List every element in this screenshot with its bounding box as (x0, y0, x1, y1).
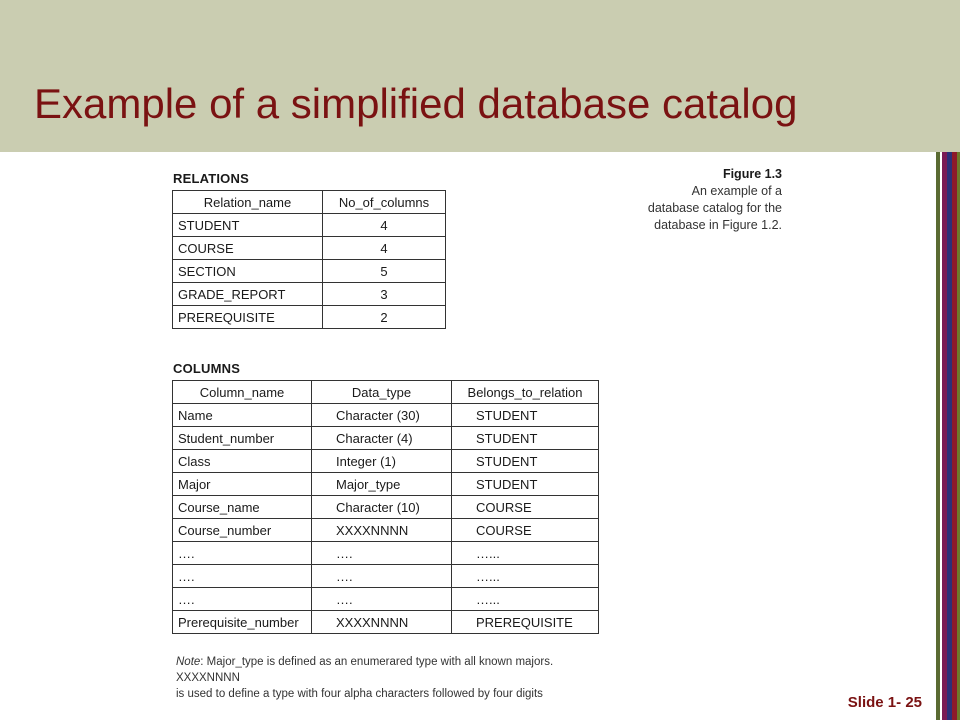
table-row (173, 519, 599, 542)
data-type-cell: …. (312, 565, 452, 588)
column-name-cell: Major (173, 473, 312, 496)
data-type-cell: Character (30) (312, 404, 452, 427)
column-name-cell: Name (173, 404, 312, 427)
columns-header-data-type: Data_type (312, 381, 452, 404)
table-row (173, 260, 446, 283)
column-name-cell: Course_number (173, 519, 312, 542)
table-row (173, 542, 599, 565)
data-type-cell: Integer (1) (312, 450, 452, 473)
column-name-cell: Class (173, 450, 312, 473)
table-row (173, 306, 446, 329)
decorative-stripes (936, 152, 960, 720)
belongs-to-relation-cell: STUDENT (452, 473, 599, 496)
no-of-columns-cell: 2 (323, 306, 446, 329)
columns-header-column-name: Column_name (173, 381, 312, 404)
data-type-cell: …. (312, 542, 452, 565)
belongs-to-relation-cell: COURSE (452, 519, 599, 542)
columns-header-belongs-to-relation: Belongs_to_relation (452, 381, 599, 404)
table-note (176, 654, 616, 702)
table-row (173, 404, 599, 427)
table-row (173, 237, 446, 260)
belongs-to-relation-cell: COURSE (452, 496, 599, 519)
table-row (173, 496, 599, 519)
relations-header-no-of-columns: No_of_columns (323, 191, 446, 214)
column-name-cell: …. (173, 588, 312, 611)
no-of-columns-cell: 4 (323, 214, 446, 237)
figure-caption-line: database in Figure 1.2. (654, 218, 782, 232)
table-row (173, 427, 599, 450)
note-line: is used to define a type with four alpha characters followed by four digits (176, 688, 543, 700)
belongs-to-relation-cell: STUDENT (452, 450, 599, 473)
belongs-to-relation-cell: STUDENT (452, 404, 599, 427)
table-row (173, 450, 599, 473)
data-type-cell: Major_type (312, 473, 452, 496)
no-of-columns-cell: 3 (323, 283, 446, 306)
table-row (173, 283, 446, 306)
note-label: Note (176, 656, 201, 668)
column-name-cell: Student_number (173, 427, 312, 450)
relation-name-cell: STUDENT (173, 214, 323, 237)
data-type-cell: Character (10) (312, 496, 452, 519)
relations-table (172, 190, 446, 329)
relation-name-cell: PREREQUISITE (173, 306, 323, 329)
relation-name-cell: SECTION (173, 260, 323, 283)
data-type-cell: …. (312, 588, 452, 611)
columns-table (172, 380, 599, 634)
data-type-cell: Character (4) (312, 427, 452, 450)
belongs-to-relation-cell: …... (452, 565, 599, 588)
table-row (173, 611, 599, 634)
data-type-cell: XXXXNNNN (312, 519, 452, 542)
relation-name-cell: COURSE (173, 237, 323, 260)
figure-number: Figure 1.3 (722, 167, 782, 181)
belongs-to-relation-cell: STUDENT (452, 427, 599, 450)
columns-label: COLUMNS (173, 361, 241, 376)
belongs-to-relation-cell: …... (452, 588, 599, 611)
no-of-columns-cell: 4 (323, 237, 446, 260)
no-of-columns-cell: 5 (323, 260, 446, 283)
column-name-cell: Course_name (173, 496, 312, 519)
table-row (173, 473, 599, 496)
relations-label: RELATIONS (173, 171, 249, 186)
relations-header-relation-name: Relation_name (173, 191, 323, 214)
relation-name-cell: GRADE_REPORT (173, 283, 323, 306)
slide-header (0, 0, 960, 152)
note-line: : Major_type is defined as an enumerared type with all known majors. XXXXNNNN (176, 656, 554, 684)
table-row (173, 565, 599, 588)
table-row (173, 214, 446, 237)
column-name-cell: …. (173, 565, 312, 588)
belongs-to-relation-cell: …... (452, 542, 599, 565)
slide-number: Slide 1- 25 (847, 694, 922, 711)
slide-title: Example of a simplified database catalog (34, 80, 798, 127)
figure-caption-line: An example of a (691, 184, 782, 198)
column-name-cell: Prerequisite_number (173, 611, 312, 634)
belongs-to-relation-cell: PREREQUISITE (452, 611, 599, 634)
figure-caption (604, 166, 782, 234)
figure-caption-line: database catalog for the (647, 201, 782, 215)
column-name-cell: …. (173, 542, 312, 565)
table-row (173, 588, 599, 611)
data-type-cell: XXXXNNNN (312, 611, 452, 634)
